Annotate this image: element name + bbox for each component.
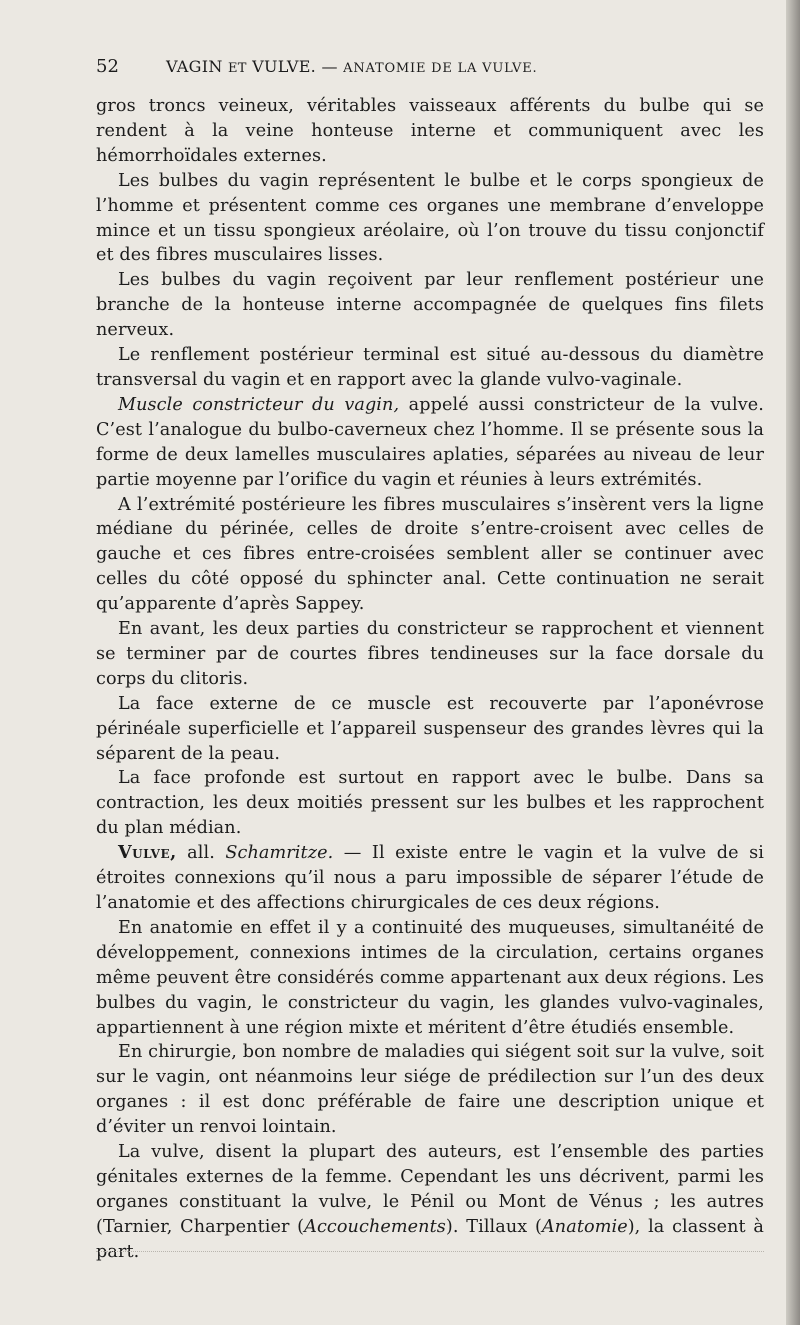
paragraph: La face profonde est surtout en rapport avec le bulbe. Dans sa contraction, les deux moitiés pressent sur les bulbes et les rapprochent du plan médian. [96,768,764,839]
paragraph: Muscle constricteur du vagin, appelé aussi constricteur de la vulve. C’est l’analogue du bulbo-caverneux chez l’homme. Il se présente sous la forme de deux lamelles musculaires aplaties, séparées au niveau de leur partie moyenne par l’orifice du vagin et réunies à leurs extrémités. [96,394,764,490]
paragraph: En avant, les deux parties du constricteur se rapprochent et viennent se terminer par de courtes fibres tendineuses sur la face dorsale du corps du clitoris. [96,619,764,689]
running-title: VAGIN ET VULVE. — ANATOMIE DE LA VULVE. [166,57,538,76]
paragraph: En chirurgie, bon nombre de maladies qui siégent soit sur la vulve, soit sur le vagin, ont néanmoins leur siége de prédilection sur l’un des deux organes : il est donc préférable de faire une description unique et d’éviter un renvoi lointain. [96,1042,764,1138]
paragraph: Vulve, all. Schamritze. — Il existe entre le vagin et la vulve de si étroites connexions qu’il nous a paru impossible de séparer l’étude de l’anatomie et des affections chirurgicales de ces deux régions. [96,842,764,913]
book-spine-shadow [786,0,800,1325]
running-header [96,52,764,82]
body-text [96,94,764,1265]
paragraph: Le renflement postérieur terminal est situé au-dessous du diamètre transversal du vagin et en rapport avec la glande vulvo-vaginale. [96,345,764,390]
page-number: 52 [96,56,119,77]
paragraph: Les bulbes du vagin représentent le bulbe et le corps spongieux de l’homme et présentent comme ces organes une membrane d’enveloppe mince et un tissu spongieux aréolaire, où l’on trouve du tissu conjonctif et des fibres musculaires lisses. [96,170,764,266]
paragraph: Les bulbes du vagin reçoivent par leur renflement postérieur une branche de la honteuse interne accompagnée de quelques fins filets nerveux. [96,270,764,341]
bottom-rule [96,1251,764,1252]
paragraph: A l’extrémité postérieure les fibres musculaires s’insèrent vers la ligne médiane du périnée, celles de droite s’entre-croisent avec celles de gauche et ces fibres entre-croisées semblent aller se continuer avec celles du côté opposé du sphincter anal. Cette continuation ne serait qu’apparente d’après Sappey. [96,494,764,615]
section-lead: Muscle constricteur du vagin, [118,394,400,415]
page [96,52,764,1265]
paragraph: La face externe de ce muscle est recouverte par l’aponévrose périnéale superficielle et l’appareil suspenseur des grandes lèvres qui la séparent de la peau. [96,693,764,764]
paragraph: La vulve, disent la plupart des auteurs, est l’ensemble des parties génitales externes de la femme. Cependant les uns décrivent, parmi les organes constituant la vulve, le Pénil ou Mont de Vénus ; les autres (Tarnier, Charpentier (Accouchements). Tillaux (Anatomie), la classent à part. [96,1142,765,1262]
section-lead: Vulve, [118,842,177,864]
paragraph: En anatomie en effet il y a continuité des muqueuses, simultanéité de développement, connexions intimes de la circulation, certains organes même peuvent être considérés comme appartenant aux deux régions. Les bulbes du vagin, le constricteur du vagin, les glandes vulvo-vaginales, appartiennent à une région mixte et méritent d’être étudiés ensemble. [96,917,764,1038]
paragraph: gros troncs veineux, véritables vaisseaux afférents du bulbe qui se rendent à la veine honteuse interne et communiquent avec les hémorrhoïdales externes. [96,96,764,166]
